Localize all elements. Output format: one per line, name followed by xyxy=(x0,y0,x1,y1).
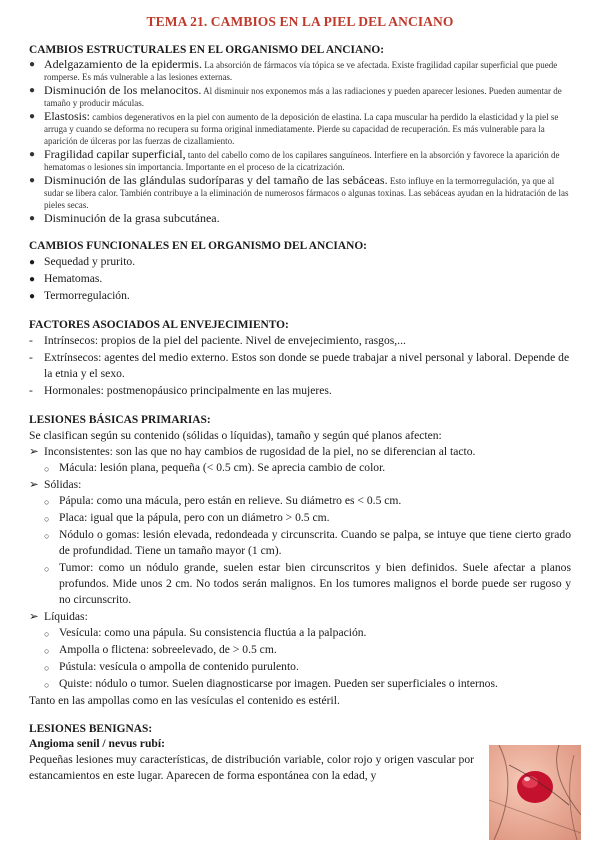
circle-bullet-icon: ○ xyxy=(44,663,50,673)
structural-list xyxy=(29,58,571,225)
circle-bullet-icon: ○ xyxy=(44,680,50,690)
benign-subheading: Angioma senil / nevus rubí: xyxy=(29,737,165,750)
list-item: ● Sequedad y prurito. xyxy=(29,254,571,270)
angioma-photo xyxy=(489,745,581,840)
primary-outro: Tanto en las ampollas como en las vesículas el contenido es estéril. xyxy=(29,694,340,707)
bullet-dash-icon: - xyxy=(29,334,33,347)
list-item: ● Disminución de la grasa subcutánea. xyxy=(29,211,220,225)
list-item: ○ Mácula: lesión plana, pequeña (< 0.5 cm). Se aprecia cambio de color. xyxy=(44,460,571,476)
list-item: ● Disminución de las glándulas sudoríparas y del tamaño de las sebáceas. Esto influye en la termorregulación, ya que al sudar se libera calor. También contribuye a la eliminación de numerosos fármacos o algunas toxinas. Las sebáceas ayudan en la hidratación de las pieles secas. xyxy=(29,173,569,210)
benign-heading: LESIONES BENIGNAS: xyxy=(29,723,153,735)
list-item: ● Elastosis: cambios degenerativos en la piel con aumento de la deposición de elastina. La capa muscular ha perdido la elasticidad y la piel se arruga y cuando se deforma no recupera su forma original inmediatamente. Pierde su capacidad de recuperación. Es más vulnerable para la aparición de úlceras por las fuerzas de cizallamiento. xyxy=(29,109,559,146)
inconsistentes-list xyxy=(44,460,571,476)
list-item: ○ Ampolla o flictena: sobreelevado, de > 0.5 cm. xyxy=(44,642,571,658)
functional-list xyxy=(29,254,571,304)
arrow-bullet-icon: ➢ xyxy=(29,610,39,623)
arrow-bullet-icon: ➢ xyxy=(29,445,39,458)
list-item: - Intrínsecos: propios de la piel del paciente. Nivel de envejecimiento, rasgos,... xyxy=(29,334,406,347)
list-item: ○ Placa: igual que la pápula, pero con un diámetro > 0.5 cm. xyxy=(44,510,571,526)
list-item: ○ Tumor: como un nódulo grande, suelen estar bien circunscritos y bien definidos. Suele afectar a planos profundos. Mide unos 2 cm. No todos serán malignos. En los tumores malignos el borde puede ser rugoso y no circunscrito. xyxy=(44,561,571,606)
factors-heading: FACTORES ASOCIADOS AL ENVEJECIMIENTO: xyxy=(29,319,289,331)
circle-bullet-icon: ○ xyxy=(44,629,50,639)
group-inconsistentes: ➢ Inconsistentes: son las que no hay cambios de rugosidad de la piel, no se diferencian al tacto. xyxy=(29,445,476,458)
primary-intro: Se clasifican según su contenido (sólidas o líquidas), tamaño y según qué planos afecten: xyxy=(29,429,442,442)
circle-bullet-icon: ○ xyxy=(44,646,50,656)
list-item: ○ Pápula: como una mácula, pero están en relieve. Su diámetro es < 0.5 cm. xyxy=(44,493,571,509)
list-item: ● Hematomas. xyxy=(29,271,571,287)
bullet-dot-icon: ● xyxy=(29,274,36,285)
group-liquidas: ➢ Líquidas: xyxy=(29,610,88,623)
page-title: TEMA 21. CAMBIOS EN LA PIEL DEL ANCIANO xyxy=(146,14,454,29)
list-item: ○ Pústula: vesícula o ampolla de contenido purulento. xyxy=(44,659,571,675)
bullet-dot-icon: ● xyxy=(29,291,36,302)
group-solidas: ➢ Sólidas: xyxy=(29,478,82,491)
list-item: ○ Quiste: nódulo o tumor. Suelen diagnosticarse por imagen. Pueden ser superficiales o internos. xyxy=(44,676,571,692)
solidas-list xyxy=(44,493,571,608)
liquidas-list xyxy=(44,625,571,692)
benign-text: Pequeñas lesiones muy características, de distribución variable, color rojo y origen vascular por estancamientos en este lugar. Aparecen de forma espontánea con la edad, y xyxy=(29,753,474,782)
circle-bullet-icon: ○ xyxy=(44,497,50,507)
bullet-dot-icon: ● xyxy=(29,149,36,160)
bullet-dot-icon: ● xyxy=(29,85,36,96)
bullet-dash-icon: - xyxy=(29,351,33,364)
list-item: ● Termorregulación. xyxy=(29,288,571,304)
list-item: ● Adelgazamiento de la epidermis. La absorción de fármacos vía tópica se ve afectada. Existe fragilidad capilar superficial que puede romperse. Es más vulnerable a las lesiones externas. xyxy=(29,57,558,82)
bullet-dot-icon: ● xyxy=(29,257,36,268)
bullet-dash-icon: - xyxy=(29,384,33,397)
list-item: ● Disminución de los melanocitos. Al disminuir nos exponemos más a las radiaciones y pueden aparecer lesiones. Pueden aumentar de tamaño y producir máculas. xyxy=(29,83,562,108)
bullet-dot-icon: ● xyxy=(29,213,36,224)
list-item: ○ Vesícula: como una pápula. Su consistencia fluctúa a la palpación. xyxy=(44,625,571,641)
list-item: - Hormonales: postmenopáusico principalmente en las mujeres. xyxy=(29,384,332,397)
factors-list xyxy=(29,333,571,399)
circle-bullet-icon: ○ xyxy=(44,464,50,474)
arrow-bullet-icon: ➢ xyxy=(29,478,39,491)
circle-bullet-icon: ○ xyxy=(44,514,50,524)
structural-heading: CAMBIOS ESTRUCTURALES EN EL ORGANISMO DEL ANCIANO: xyxy=(29,44,385,56)
bullet-dot-icon: ● xyxy=(29,59,36,70)
angioma-illustration xyxy=(489,745,581,840)
list-item: ● Fragilidad capilar superficial, tanto del cabello como de los capilares sanguíneos. Interfiere en la absorción y favorece la aparición de hematomas o lesiones sin importancia. Importante en el proceso de la cicatrización. xyxy=(29,147,560,172)
circle-bullet-icon: ○ xyxy=(44,531,50,541)
bullet-dot-icon: ● xyxy=(29,111,36,122)
list-item: ○ Nódulo o gomas: lesión elevada, redondeada y circunscrita. Cuando se palpa, se intuye que tiene cierto grado de profundidad. Tiene un tamaño mayor (1 cm). xyxy=(44,528,571,557)
bullet-dot-icon: ● xyxy=(29,175,36,186)
list-item: - Extrínsecos: agentes del medio externo. Estos son donde se puede trabajar a nivel personal y laboral. Depende de la etnia y el sexo. xyxy=(29,351,570,380)
functional-heading: CAMBIOS FUNCIONALES EN EL ORGANISMO DEL ANCIANO: xyxy=(29,240,367,252)
primary-heading: LESIONES BÁSICAS PRIMARIAS: xyxy=(29,414,211,426)
circle-bullet-icon: ○ xyxy=(44,564,50,574)
